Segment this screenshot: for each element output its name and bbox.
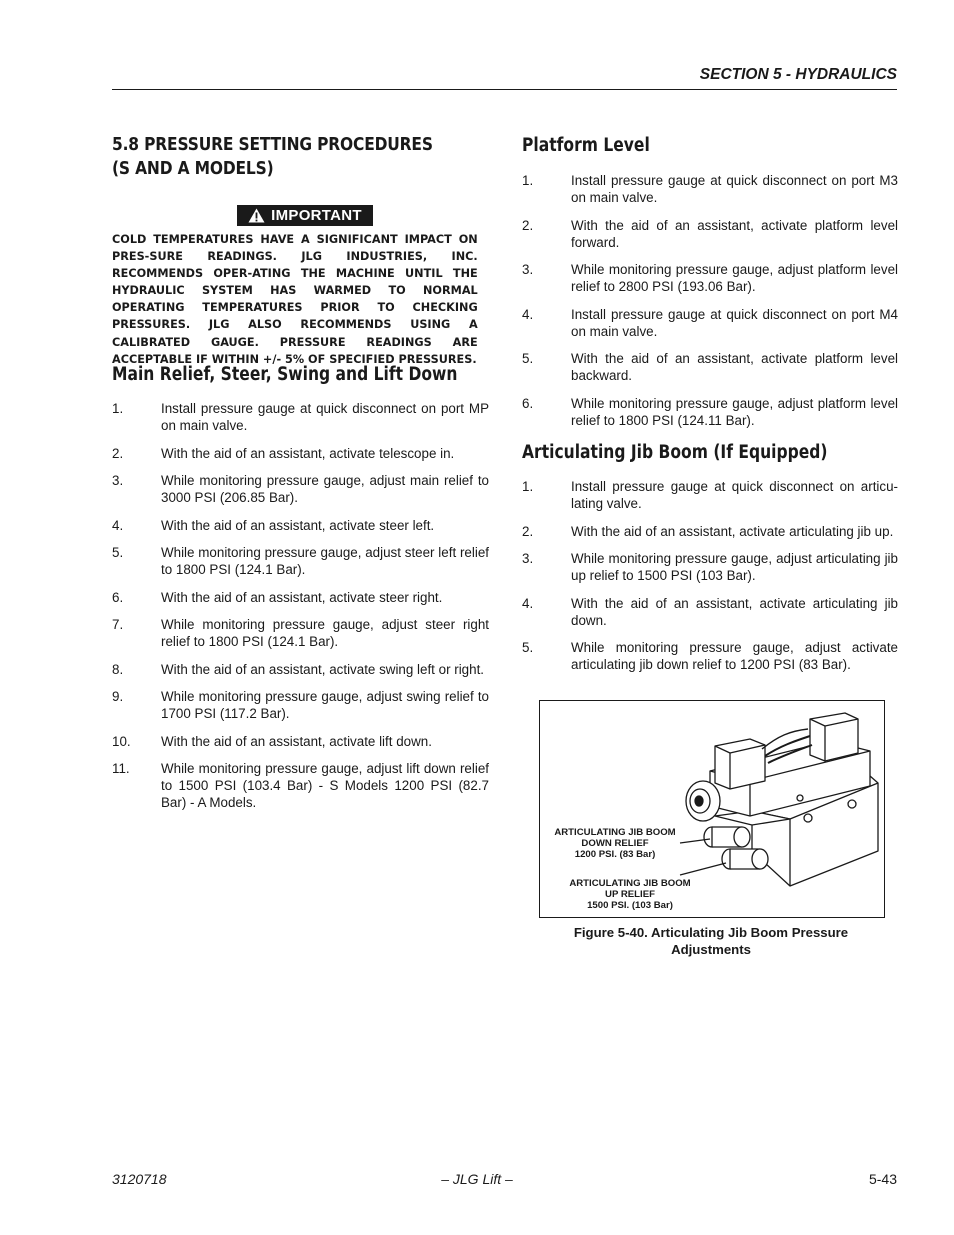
footer-center-text: – JLG Lift –: [441, 1171, 513, 1187]
list-item: 5. With the aid of an assistant, activate platform level backward.: [522, 351, 898, 383]
list-item: 10. With the aid of an assistant, activate lift down.: [112, 733, 432, 749]
list-item: 3. While monitoring pressure gauge, adjust main relief to 3000 PSI (206.85 Bar).: [112, 473, 489, 505]
callout-up-line3: 1500 PSI. (103 Bar): [587, 900, 673, 911]
section-header-title: SECTION 5 - HYDRAULICS: [699, 66, 897, 83]
callout-down-line2: DOWN RELIEF: [581, 838, 649, 849]
list-item: 8. With the aid of an assistant, activate swing left or right.: [112, 661, 485, 677]
platform-level-heading: Platform Level: [522, 135, 650, 156]
list-item: 2. With the aid of an assistant, activate telescope in.: [112, 445, 455, 461]
callout-up-line1: ARTICULATING JIB BOOM: [569, 878, 691, 889]
list-item: 4. Install pressure gauge at quick disconnect on port M4 on main valve.: [522, 306, 898, 339]
figure-caption-line2: Adjustments: [671, 942, 751, 957]
callout-down-line1: ARTICULATING JIB BOOM: [554, 827, 676, 838]
list-item: 9. While monitoring pressure gauge, adjust swing relief to 1700 PSI (117.2 Bar).: [112, 689, 489, 721]
important-badge: [237, 205, 373, 226]
list-item: 1. Install pressure gauge at quick disconnect on port MP on main valve.: [112, 401, 489, 433]
list-item: 2. With the aid of an assistant, activate articulating jib up.: [522, 523, 894, 539]
list-item: 1. Install pressure gauge at quick disconnect on articu-lating valve.: [522, 479, 898, 511]
list-item: 11. While monitoring pressure gauge, adjust lift down relief to 1500 PSI (103.4 Bar) - S Models 1200 PSI (82.7 Bar) - A Models.: [112, 761, 489, 810]
list-item: 5. While monitoring pressure gauge, adjust activate articulating jib down relief to 1200 PSI (83 Bar).: [522, 640, 898, 672]
list-item: 6. While monitoring pressure gauge, adjust platform level relief to 1800 PSI (124.11 Bar).: [522, 395, 898, 428]
header-rule: [112, 89, 897, 90]
list-item: 3. While monitoring pressure gauge, adjust articulating jib up relief to 1500 PSI (103 Bar).: [522, 551, 898, 583]
callout-down-line3: 1200 PSI. (83 Bar): [574, 849, 656, 860]
list-item: 5. While monitoring pressure gauge, adjust steer left relief to 1800 PSI (124.1 Bar).: [112, 545, 489, 577]
list-item: 6. With the aid of an assistant, activate steer right.: [112, 589, 443, 605]
valve-illustration: [540, 701, 884, 917]
jib-boom-heading: Articulating Jib Boom (If Equipped): [522, 442, 828, 463]
list-item: 2. With the aid of an assistant, activate platform level forward.: [522, 217, 898, 250]
list-item: 4. With the aid of an assistant, activate articulating jib down.: [522, 595, 898, 628]
warning-icon: [248, 208, 265, 223]
main-relief-heading: Main Relief, Steer, Swing and Lift Down: [112, 364, 458, 385]
list-item: 7. While monitoring pressure gauge, adjust steer right relief to 1800 PSI (124.1 Bar).: [112, 617, 489, 649]
platform-level-steps: [522, 172, 898, 439]
section-heading: 5.8 PRESSURE SETTING PROCEDURES (S AND A MODELS): [112, 134, 433, 179]
main-relief-steps: [112, 400, 489, 822]
footer-doc-number: 3120718: [112, 1171, 167, 1187]
figure-jib-boom-valve: [539, 700, 885, 918]
jib-boom-steps: [522, 478, 898, 684]
important-label: IMPORTANT: [271, 207, 362, 224]
callout-up-line2: UP RELIEF: [605, 889, 655, 900]
list-item: 4. With the aid of an assistant, activate steer left.: [112, 517, 435, 533]
figure-caption: [539, 924, 883, 958]
important-notice-text: COLD TEMPERATURES HAVE A SIGNIFICANT IMPACT ON PRES-SURE READINGS. JLG INDUSTRIES, INC. RECOMMENDS OPER-ATING THE MACHINE UNTIL THE HYDRAULIC SYSTEM HAS WARMED TO NORMAL OPERATING TEMPERATURES PRIOR TO CHECKING PRESSURES. JLG ALSO RECOMMENDS USING A CALIBRATED GAUGE. PRESSURE READINGS ARE ACCEPTABLE IF WITHIN +/- 5% OF SPECIFIED PRESSURES.: [112, 232, 478, 366]
list-item: 3. While monitoring pressure gauge, adjust platform level relief to 2800 PSI (193.06 Bar).: [522, 262, 898, 294]
figure-caption-line1: Figure 5-40. Articulating Jib Boom Pressure: [573, 925, 849, 940]
list-item: 1. Install pressure gauge at quick disconnect on port M3 on main valve.: [522, 173, 898, 205]
footer-page-number: 5-43: [868, 1171, 897, 1187]
